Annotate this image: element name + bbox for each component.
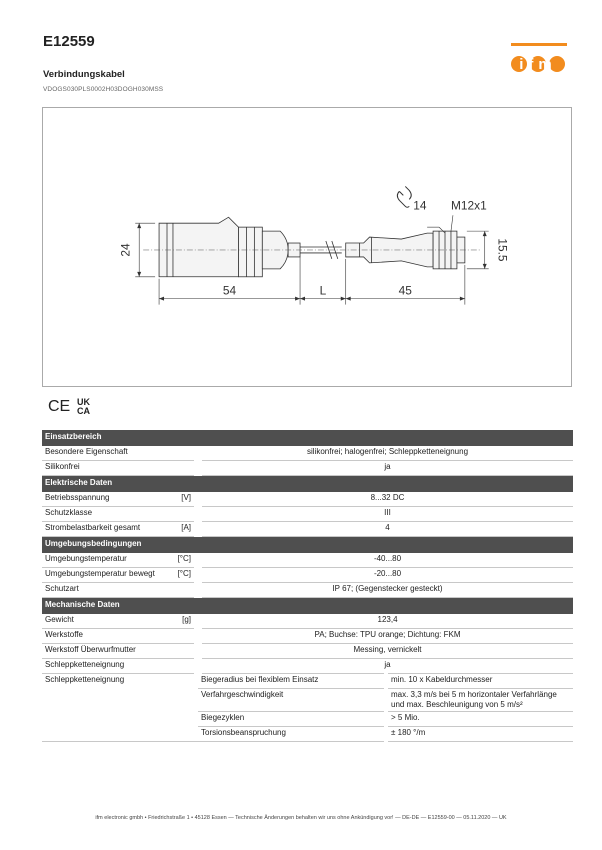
spec-row bbox=[42, 568, 573, 583]
row-label: Betriebsspannung bbox=[42, 492, 174, 507]
spec-row bbox=[42, 614, 573, 629]
spec-row bbox=[42, 522, 573, 537]
dim-length-right: 45 bbox=[398, 283, 412, 298]
row-label: Umgebungstemperatur bbox=[42, 553, 174, 568]
row-value: -20...80 bbox=[198, 568, 573, 583]
spec-row bbox=[42, 553, 573, 568]
row-unit bbox=[174, 461, 198, 476]
spec-row bbox=[42, 507, 573, 522]
footer-text: ifm electronic gmbh • Friedrichstraße 1 • 45128 Essen — Technische Änderungen behalten wir uns ohne Ankündigung vor! — DE-DE — E12559-00 — 05.11.2020 — bbox=[95, 815, 498, 821]
svg-text:ifm: ifm bbox=[519, 56, 557, 73]
spec-row bbox=[42, 446, 573, 461]
section-header: Umgebungsbedingungen bbox=[42, 537, 573, 554]
row-label: Strombelastbarkeit gesamt bbox=[42, 522, 174, 537]
row-unit bbox=[174, 446, 198, 461]
row-value: IP 67; (Gegenstecker gesteckt) bbox=[198, 583, 573, 598]
row-label: Besondere Eigenschaft bbox=[42, 446, 174, 461]
row-value: 8...32 DC bbox=[198, 492, 573, 507]
row-value: Messing, vernickelt bbox=[198, 644, 573, 659]
ukca-mark-top: UK bbox=[77, 397, 90, 407]
dim-height-right: 15.5 bbox=[495, 238, 510, 262]
subrow-value: ± 180 °/m bbox=[386, 727, 573, 742]
ce-mark: CE bbox=[48, 398, 71, 415]
certification-marks bbox=[48, 396, 100, 416]
row-unit bbox=[174, 629, 198, 644]
spec-subrow bbox=[42, 674, 573, 689]
dim-length-left: 54 bbox=[222, 283, 237, 298]
section-header: Einsatzbereich bbox=[42, 430, 573, 446]
product-type: Verbindungskabel bbox=[43, 69, 125, 80]
row-label: Schutzart bbox=[42, 583, 174, 598]
ifm-logo bbox=[511, 43, 567, 80]
row-unit: [°C] bbox=[174, 568, 198, 583]
row-unit bbox=[174, 644, 198, 659]
spec-row bbox=[42, 583, 573, 598]
row-value: 123,4 bbox=[198, 614, 573, 629]
row-label: Schleppketteneignung bbox=[42, 659, 174, 674]
row-label: Gewicht bbox=[42, 614, 174, 629]
row-unit: [°C] bbox=[174, 553, 198, 568]
row-unit bbox=[174, 583, 198, 598]
row-value: III bbox=[198, 507, 573, 522]
dim-cable-length: L bbox=[319, 283, 327, 298]
subrow-name: Verfahrgeschwindigkeit bbox=[198, 689, 386, 712]
subrow-name: Torsionsbeanspruchung bbox=[198, 727, 386, 742]
row-value: PA; Buchse: TPU orange; Dichtung: FKM bbox=[198, 629, 573, 644]
row-value: ja bbox=[198, 659, 573, 674]
spec-table bbox=[42, 430, 573, 742]
row-label: Silikonfrei bbox=[42, 461, 174, 476]
row-unit: [A] bbox=[174, 522, 198, 537]
left-connector-body bbox=[159, 217, 238, 277]
subrow-value: max. 3,3 m/s bei 5 m horizontaler Verfahrlänge und max. Beschleunigung von 5 m/s² bbox=[386, 689, 573, 712]
spec-row bbox=[42, 659, 573, 674]
row-unit bbox=[174, 507, 198, 522]
spec-row bbox=[42, 492, 573, 507]
subrow-name: Biegezyklen bbox=[198, 712, 386, 727]
row-value: ja bbox=[198, 461, 573, 476]
row-label: Schleppketteneignung bbox=[42, 674, 198, 742]
row-unit: [g] bbox=[174, 614, 198, 629]
footer-flag: UK bbox=[498, 815, 507, 821]
section-header: Mechanische Daten bbox=[42, 598, 573, 615]
ukca-mark-bottom: CA bbox=[77, 406, 90, 416]
row-label: Schutzklasse bbox=[42, 507, 174, 522]
spec-row bbox=[42, 644, 573, 659]
row-unit bbox=[174, 659, 198, 674]
wrench-icon bbox=[397, 186, 411, 207]
spec-row bbox=[42, 629, 573, 644]
wrench-size: 14 bbox=[413, 198, 427, 213]
subrow-value: > 5 Mio. bbox=[386, 712, 573, 727]
row-label: Werkstoffe bbox=[42, 629, 174, 644]
row-unit: [V] bbox=[174, 492, 198, 507]
subrow-name: Biegeradius bei flexiblem Einsatz bbox=[198, 674, 386, 689]
thread-size: M12x1 bbox=[450, 198, 487, 213]
row-value: silikonfrei; halogenfrei; Schleppketteneignung bbox=[198, 446, 573, 461]
product-id: E12559 bbox=[43, 33, 95, 50]
subrow-value: min. 10 x Kabeldurchmesser bbox=[386, 674, 573, 689]
row-value: -40...80 bbox=[198, 553, 573, 568]
section-header: Elektrische Daten bbox=[42, 476, 573, 493]
row-label: Umgebungstemperatur bewegt bbox=[42, 568, 174, 583]
dimension-drawing bbox=[42, 107, 572, 387]
spec-row bbox=[42, 461, 573, 476]
dim-height-left: 24 bbox=[118, 243, 133, 257]
footer bbox=[0, 815, 602, 821]
row-value: 4 bbox=[198, 522, 573, 537]
row-label: Werkstoff Überwurfmutter bbox=[42, 644, 174, 659]
article-code: VDOGS030PLS0002H03DOGH030MSS bbox=[43, 86, 164, 93]
